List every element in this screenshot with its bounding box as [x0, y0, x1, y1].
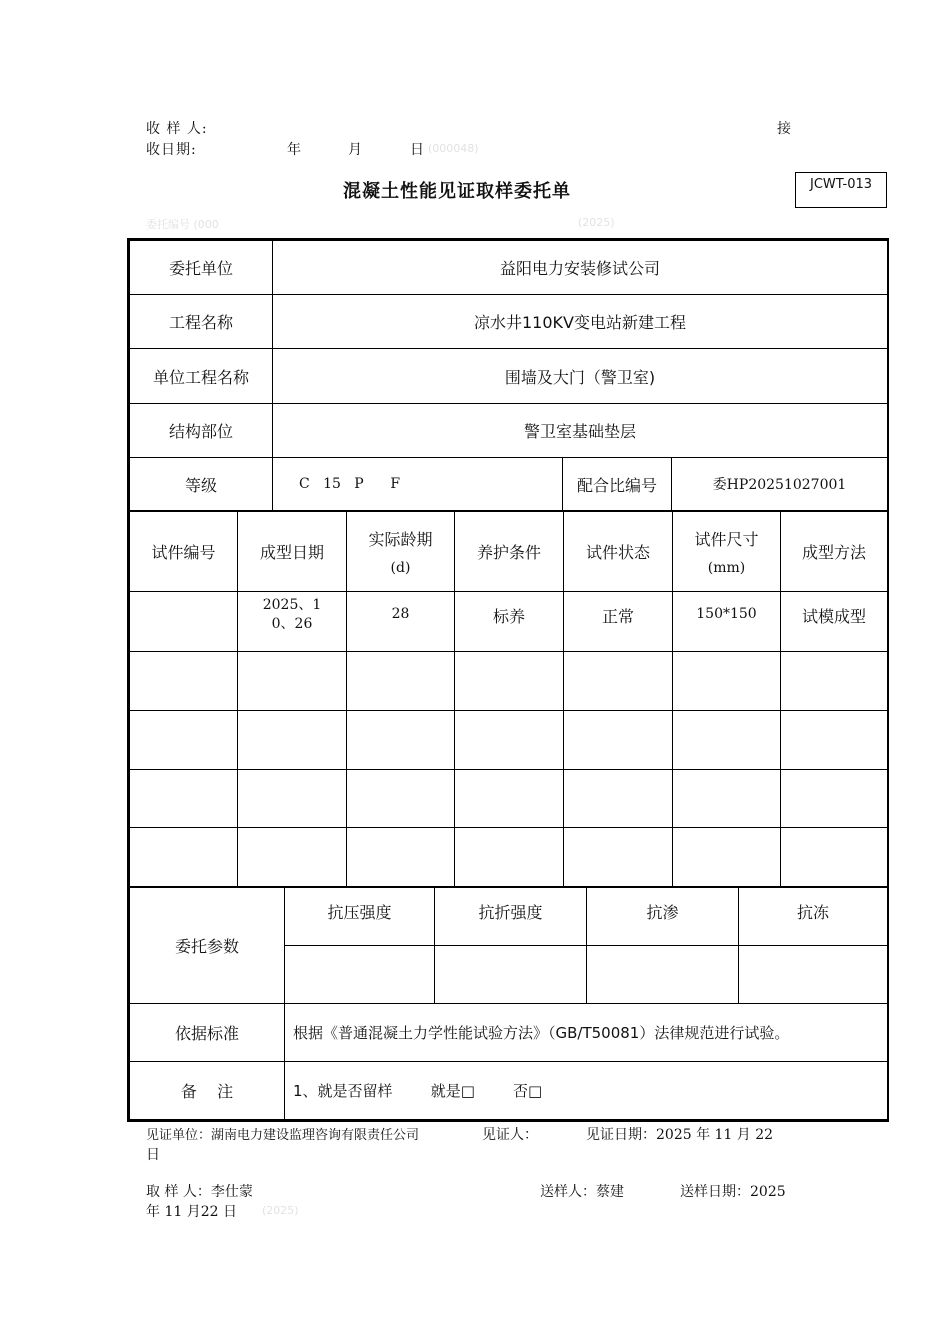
param-impermeability-check[interactable] — [587, 946, 739, 1004]
remark-value: 1、就是否留样 就是□ 否□ — [285, 1062, 888, 1120]
header-specimen-state: 试件状态 — [564, 512, 673, 592]
info-table — [129, 240, 888, 511]
table-row — [130, 828, 888, 887]
structure-value: 警卫室基础垫层 — [273, 404, 888, 458]
client-label: 委托单位 — [130, 241, 273, 295]
table-row — [130, 770, 888, 828]
receive-year: 年 — [287, 142, 302, 158]
standard-label: 依据标准 — [130, 1004, 285, 1062]
receiver-right-label: 接 — [777, 121, 792, 137]
params-table — [129, 887, 888, 1120]
header-specimen-no: 试件编号 — [130, 512, 238, 592]
standard-value: 根据《普通混凝土力学性能试验方法》（GB/T50081）法律规范进行试验。 — [285, 1004, 888, 1062]
param-frost: 抗冻 — [739, 888, 888, 946]
sampler: 取 样 人：李仕蒙 — [146, 1184, 253, 1200]
cell-molding-date: 2025、10、26 — [238, 592, 347, 652]
table-row — [130, 652, 888, 711]
project-label: 工程名称 — [130, 295, 273, 349]
witness-date: 见证日期：2025 年 11 月 22 — [586, 1127, 774, 1143]
table-row — [130, 711, 888, 770]
receiver-label: 收 样 人: — [146, 121, 208, 137]
sender: 送样人：蔡建 — [540, 1184, 624, 1200]
remark-label: 备 注 — [130, 1062, 285, 1120]
structure-label: 结构部位 — [130, 404, 273, 458]
param-impermeability: 抗渗 — [587, 888, 739, 946]
send-date-rest: 年 11 月22 日 — [146, 1204, 237, 1220]
witness-person: 见证人： — [482, 1127, 538, 1143]
params-label: 委托参数 — [130, 888, 285, 1004]
param-frost-check[interactable] — [739, 946, 888, 1004]
cell-specimen-no — [130, 592, 238, 652]
header-molding-method: 成型方法 — [781, 512, 888, 592]
header-actual-age-label: 实际龄期 — [368, 530, 433, 549]
header-actual-age — [347, 512, 455, 592]
form-code-box — [795, 172, 887, 208]
header-actual-age-unit: (d) — [390, 560, 411, 576]
header-specimen-size-label: 试件尺寸 — [694, 530, 759, 549]
mix-ratio-label: 配合比编号 — [563, 458, 672, 511]
param-flexural: 抗折强度 — [435, 888, 587, 946]
unit-project-value: 围墙及大门（警卫室) — [273, 349, 888, 404]
header-curing: 养护条件 — [455, 512, 564, 592]
witness-unit: 见证单位：湖南电力建设监理咨询有限责任公司 — [146, 1128, 420, 1143]
receive-month: 月 — [348, 142, 363, 158]
faint-watermark-1: (000048) — [428, 142, 479, 155]
cell-specimen-size: 150*150 — [673, 592, 781, 652]
param-compressive-check[interactable] — [285, 946, 435, 1004]
form-table — [127, 238, 889, 1122]
faint-watermark-4: (2025) — [262, 1204, 299, 1217]
specimen-table — [129, 511, 888, 887]
receive-day: 日 — [410, 142, 425, 158]
cell-molding-method: 试模成型 — [781, 592, 888, 652]
header-specimen-size — [673, 512, 781, 592]
witness-date-day: 日 — [146, 1147, 160, 1163]
cell-actual-age: 28 — [347, 592, 455, 652]
faint-watermark-2: 委托编号 (000 — [146, 218, 219, 231]
param-compressive: 抗压强度 — [285, 888, 435, 946]
mix-ratio-value: 委HP20251027001 — [672, 458, 888, 511]
document-title: 混凝土性能见证取样委托单 — [343, 181, 571, 202]
cell-curing: 标养 — [455, 592, 564, 652]
faint-watermark-3: (2025) — [578, 216, 615, 229]
send-date: 送样日期：2025 — [680, 1184, 786, 1200]
project-value: 凉水井110KV变电站新建工程 — [273, 295, 888, 349]
receive-date-label: 收日期: — [146, 142, 197, 158]
param-flexural-check[interactable] — [435, 946, 587, 1004]
grade-label: 等级 — [130, 458, 273, 511]
grade-value: C 15 P F — [273, 458, 563, 511]
header-specimen-size-unit: (mm) — [707, 560, 746, 576]
unit-project-label: 单位工程名称 — [130, 349, 273, 404]
cell-specimen-state: 正常 — [564, 592, 673, 652]
client-value: 益阳电力安装修试公司 — [273, 241, 888, 295]
header-molding-date: 成型日期 — [238, 512, 347, 592]
form-code: JCWT-013 — [809, 177, 873, 192]
